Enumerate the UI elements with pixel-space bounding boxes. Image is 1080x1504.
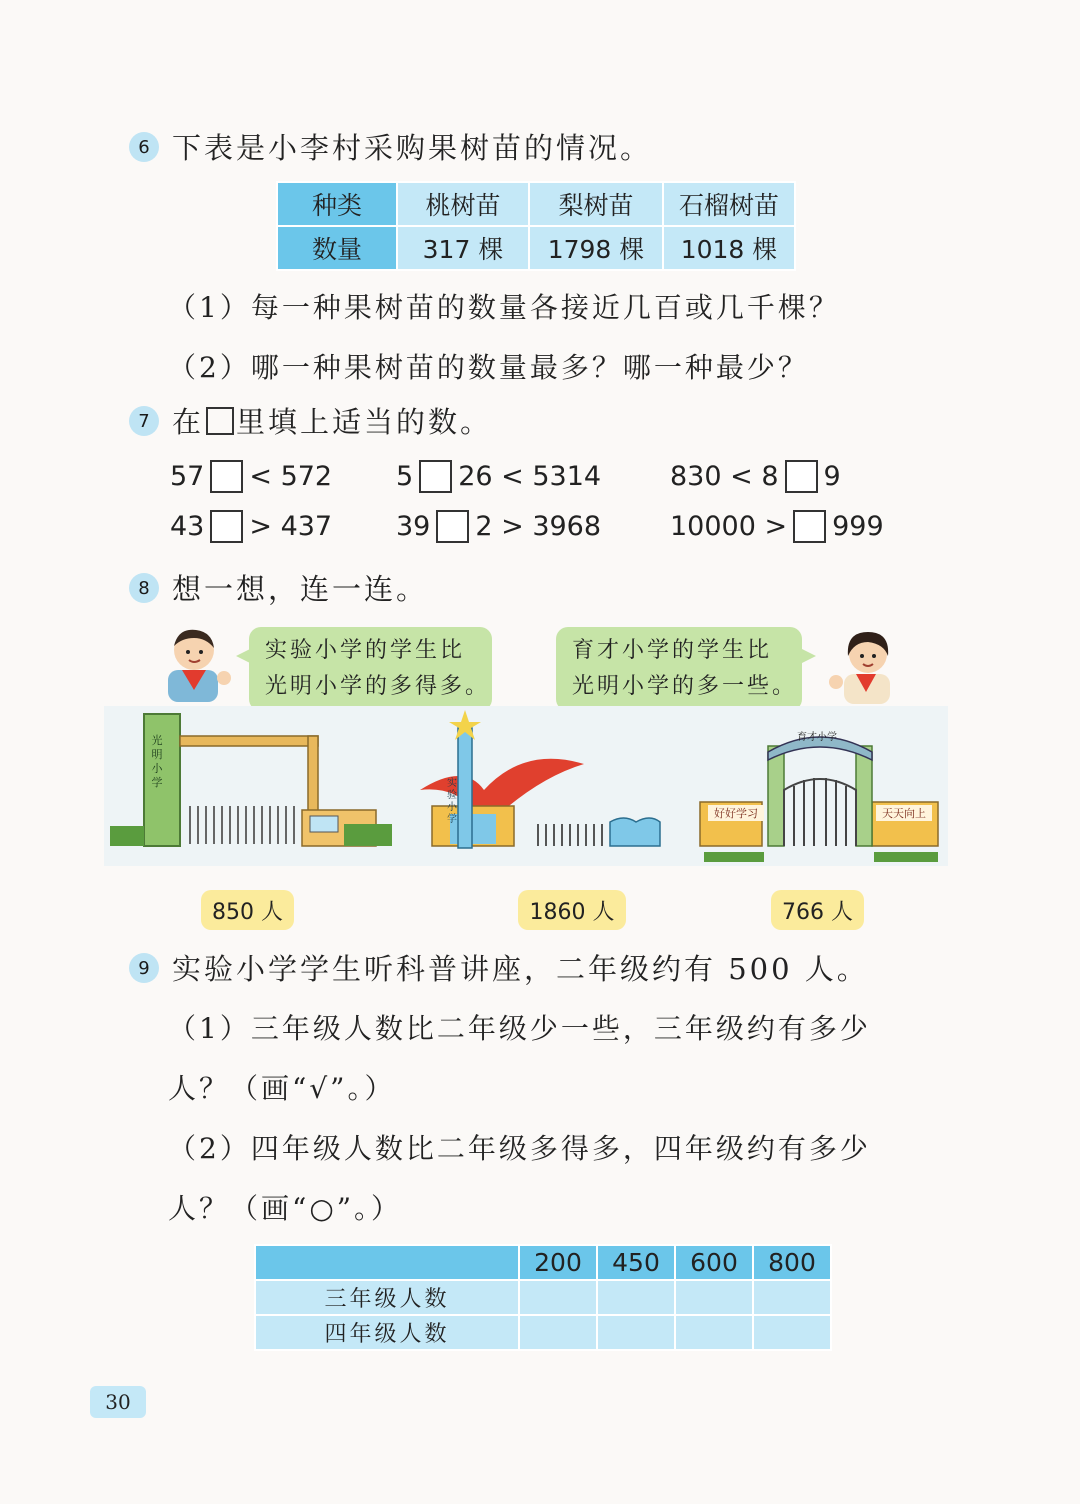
bubble-line: 光明小学的多得多。 xyxy=(265,674,491,699)
answer-cell[interactable] xyxy=(519,1315,597,1350)
q7-title-a: 在 xyxy=(172,405,205,439)
table-cell: 1018 棵 xyxy=(663,226,795,270)
question-number-7: 7 xyxy=(129,406,159,436)
ineq-pre: 39 xyxy=(396,510,431,542)
q7-title xyxy=(172,400,492,441)
shiyan-school-label: 实验小学 xyxy=(447,778,457,825)
count-pill-2: 1860 人 xyxy=(518,890,626,930)
bubble-line: 光明小学的多一些。 xyxy=(572,674,798,699)
q7-title-b: 里填上适当的数。 xyxy=(236,405,493,439)
yucai-school-label: 育才小学 xyxy=(797,732,837,743)
table-row xyxy=(255,1315,831,1350)
bubble-tail-icon xyxy=(236,648,252,664)
count-pill-3: 766 人 xyxy=(771,890,864,930)
ineq-post: 26 < 5314 xyxy=(458,460,602,492)
answer-box[interactable] xyxy=(210,510,243,543)
blank-box-icon xyxy=(206,407,234,435)
q9-table xyxy=(254,1244,832,1351)
ineq-post: < 572 xyxy=(249,460,333,492)
table-cell: 石榴树苗 xyxy=(663,182,795,226)
bubble-line: 实验小学的学生比 xyxy=(265,638,466,663)
table-cell xyxy=(255,1245,519,1280)
table-cell: 数量 xyxy=(277,226,397,270)
inequality-2 xyxy=(396,456,601,496)
table-cell: 200 xyxy=(519,1245,597,1280)
inequality-3 xyxy=(670,456,841,496)
answer-box[interactable] xyxy=(785,460,818,493)
ineq-post: 2 > 3968 xyxy=(475,510,602,542)
bubble-tail-icon xyxy=(800,648,816,664)
table-cell: 450 xyxy=(597,1245,675,1280)
table-cell: 317 棵 xyxy=(397,226,529,270)
table-cell: 种类 xyxy=(277,182,397,226)
answer-box[interactable] xyxy=(210,460,243,493)
question-number-9: 9 xyxy=(129,953,159,983)
guangming-school-label: 光明小学 xyxy=(151,734,163,789)
answer-cell[interactable] xyxy=(675,1315,753,1350)
ineq-pre: 830 < 8 xyxy=(670,460,779,492)
q6-table xyxy=(276,181,796,271)
inequality-4 xyxy=(170,506,332,546)
boy-illustration xyxy=(158,624,238,704)
ineq-pre: 5 xyxy=(396,460,414,492)
answer-cell[interactable] xyxy=(675,1280,753,1315)
table-cell: 800 xyxy=(753,1245,831,1280)
q9-sub2-line1: （2）四年级人数比二年级多得多，四年级约有多少 xyxy=(168,1132,871,1165)
speech-bubble-right xyxy=(556,627,802,711)
ineq-pre: 10000 > xyxy=(670,510,788,542)
ineq-pre: 43 xyxy=(170,510,205,542)
table-row xyxy=(255,1280,831,1315)
answer-box[interactable] xyxy=(793,510,826,543)
table-cell: 1798 棵 xyxy=(529,226,663,270)
gate-sign-left: 好好学习 xyxy=(708,805,764,821)
table-cell: 三年级人数 xyxy=(255,1280,519,1315)
inequality-6 xyxy=(670,506,884,546)
girl-illustration xyxy=(826,626,898,706)
q6-title: 下表是小李村采购果树苗的情况。 xyxy=(172,131,653,165)
answer-cell[interactable] xyxy=(597,1315,675,1350)
ineq-post: > 437 xyxy=(249,510,333,542)
q6-sub1: （1）每一种果树苗的数量各接近几百或几千棵？ xyxy=(168,291,840,324)
answer-cell[interactable] xyxy=(597,1280,675,1315)
answer-box[interactable] xyxy=(419,460,452,493)
question-number-8: 8 xyxy=(129,573,159,603)
table-row xyxy=(277,226,795,270)
answer-cell[interactable] xyxy=(753,1280,831,1315)
q9-sub1-line2: 人？（画“√”。） xyxy=(168,1072,396,1105)
gate-sign-right: 天天向上 xyxy=(876,805,932,821)
q6-sub2: （2）哪一种果树苗的数量最多？哪一种最少？ xyxy=(168,351,809,384)
bubble-line: 育才小学的学生比 xyxy=(572,638,773,663)
count-pill-1: 850 人 xyxy=(201,890,294,930)
ineq-post: 999 xyxy=(832,510,884,542)
page-number: 30 xyxy=(90,1386,146,1418)
q9-title: 实验小学学生听科普讲座，二年级约有 500 人。 xyxy=(172,952,869,986)
answer-cell[interactable] xyxy=(753,1315,831,1350)
q9-sub1-line1: （1）三年级人数比二年级少一些，三年级约有多少 xyxy=(168,1012,871,1045)
table-row xyxy=(277,182,795,226)
speech-bubble-left xyxy=(249,627,492,711)
table-cell: 四年级人数 xyxy=(255,1315,519,1350)
table-cell: 600 xyxy=(675,1245,753,1280)
table-row xyxy=(255,1245,831,1280)
answer-cell[interactable] xyxy=(519,1280,597,1315)
ineq-pre: 57 xyxy=(170,460,205,492)
inequality-1 xyxy=(170,456,332,496)
table-cell: 梨树苗 xyxy=(529,182,663,226)
q8-title: 想一想，连一连。 xyxy=(172,572,429,606)
q9-sub2-line2: 人？（画“○”。） xyxy=(168,1192,403,1225)
table-cell: 桃树苗 xyxy=(397,182,529,226)
answer-box[interactable] xyxy=(436,510,469,543)
inequality-5 xyxy=(396,506,601,546)
ineq-post: 9 xyxy=(823,460,841,492)
question-number-6: 6 xyxy=(129,132,159,162)
